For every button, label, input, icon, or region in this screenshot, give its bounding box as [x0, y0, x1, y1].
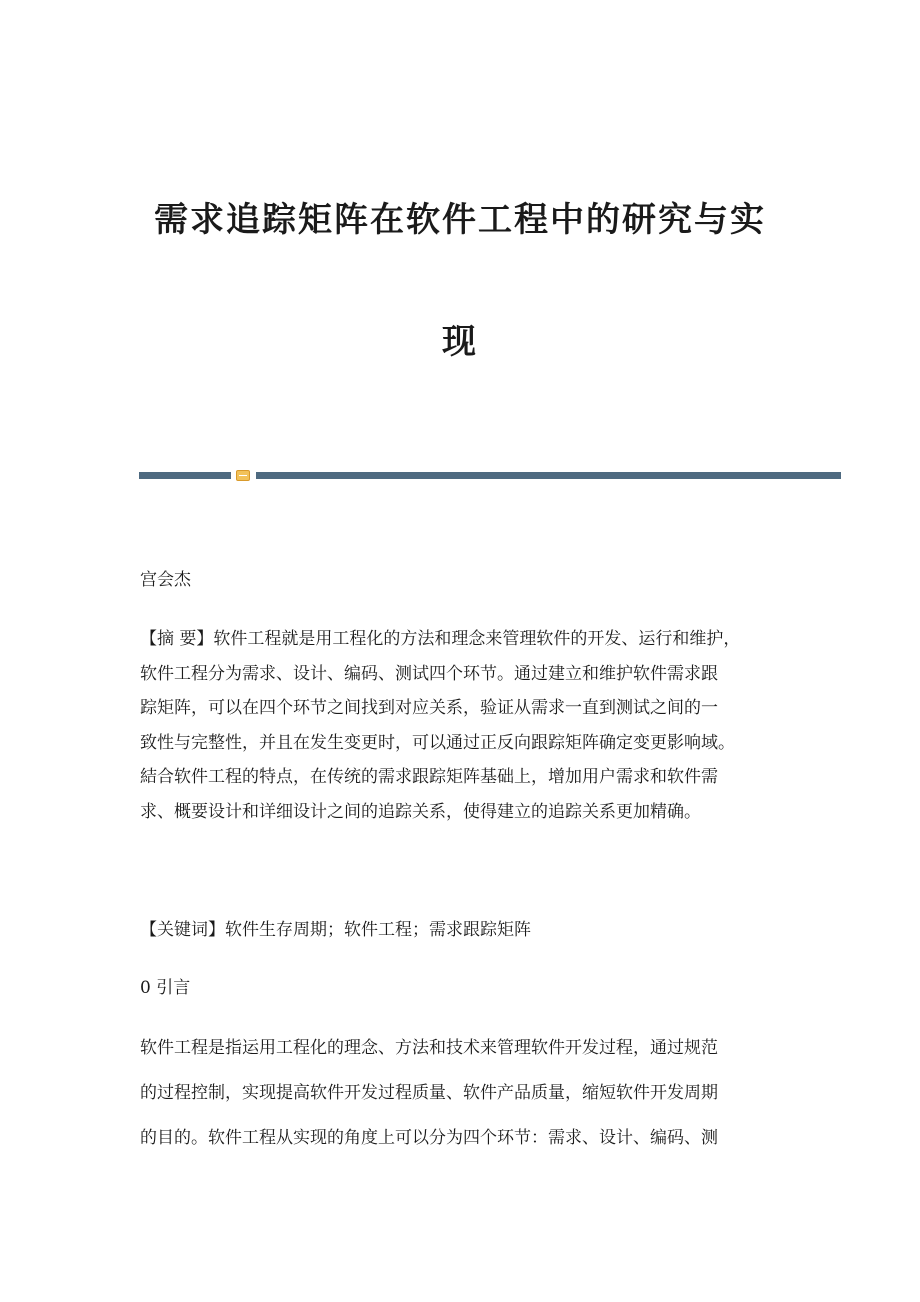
abstract-line: 求、概要设计和详细设计之间的追踪关系，使得建立的追踪关系更加精确。 [140, 801, 701, 822]
body-line: 的目的。软件工程从实现的角度上可以分为四个环节：需求、设计、编码、测 [140, 1128, 718, 1148]
divider-ornament-icon [236, 470, 250, 481]
title-divider [139, 469, 841, 483]
document-title-line-2: 现 [442, 322, 478, 362]
divider-bar-left [139, 472, 231, 479]
divider-bar-right [256, 472, 841, 479]
abstract-line: 致性与完整性，并且在发生变更时，可以通过正反向跟踪矩阵确定变更影响域。 [140, 732, 735, 753]
document-title-line-1: 需求追踪矩阵在软件工程中的研究与实 [154, 200, 766, 240]
author-name: 宫会杰 [140, 570, 191, 590]
abstract [140, 622, 800, 830]
abstract-line: 結合软件工程的特点，在传统的需求跟踪矩阵基础上，增加用户需求和软件需 [140, 767, 718, 788]
introduction-body [140, 1026, 800, 1161]
body-line: 的过程控制，实现提高软件开发过程质量、软件产品质量，缩短软件开发周期 [140, 1083, 718, 1103]
abstract-line: 踪矩阵，可以在四个环节之间找到对应关系，验证从需求一直到测试之间的一 [140, 698, 718, 719]
body-line: 软件工程是指运用工程化的理念、方法和技术来管理软件开发过程，通过规范 [140, 1038, 718, 1058]
section-heading-introduction: 0 引言 [140, 978, 191, 998]
keywords: 【关键词】软件生存周期；软件工程；需求跟踪矩阵 [140, 920, 531, 940]
abstract-line: 【摘 要】软件工程就是用工程化的方法和理念来管理软件的开发、运行和维护， [140, 629, 741, 649]
abstract-line: 软件工程分为需求、设计、编码、测试四个环节。通过建立和维护软件需求跟 [140, 663, 718, 684]
